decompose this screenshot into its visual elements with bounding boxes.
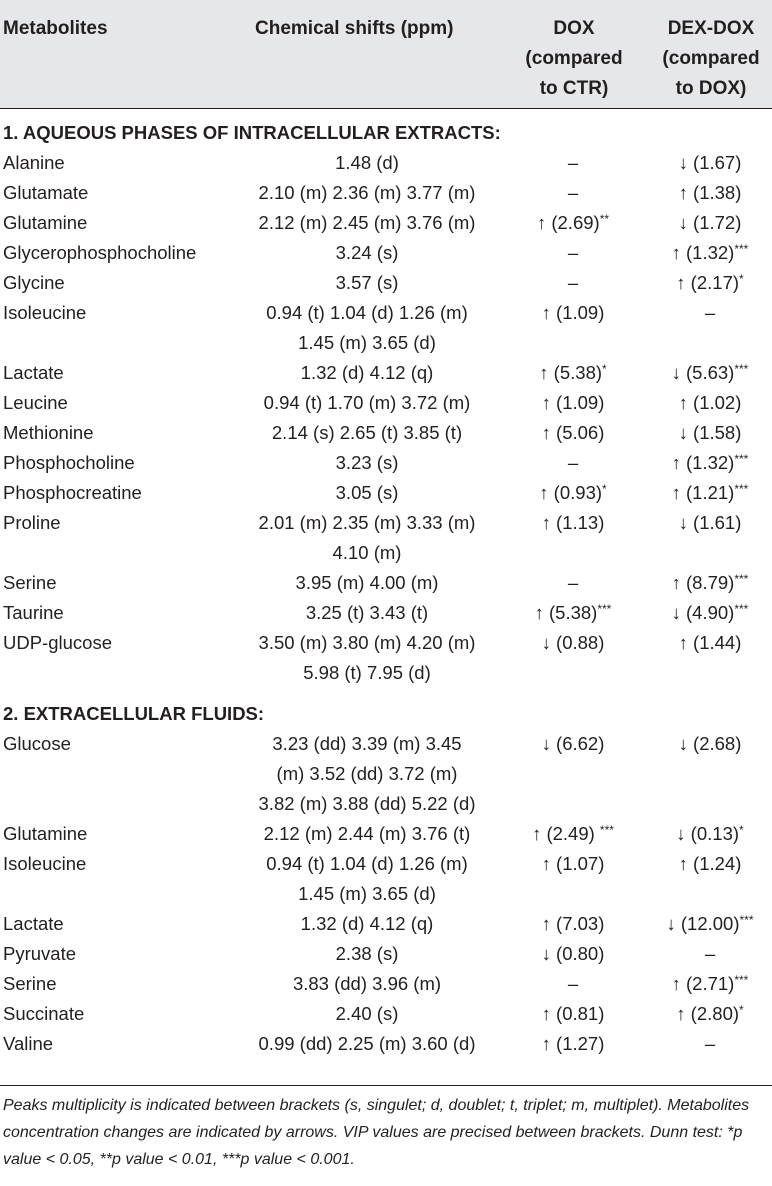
chemical-shift-line: 0.99 (dd) 2.25 (m) 3.60 (d) <box>258 1033 476 1054</box>
chemical-shifts <box>222 508 512 568</box>
metabolite-name: Pyruvate <box>3 943 77 964</box>
dox-change-value: – <box>567 452 579 473</box>
dex-dox-change-value: ↓ (1.67) <box>678 152 742 173</box>
chemical-shift-line: 1.32 (d) 4.12 (q) <box>300 362 434 383</box>
dex-dox-change <box>648 208 772 238</box>
chemical-shifts <box>222 418 512 448</box>
dex-dox-change-value: ↓ (4.90) <box>671 602 735 623</box>
significance-marker: * <box>739 1003 744 1017</box>
dox-change-value: ↑ (0.93) <box>539 482 603 503</box>
dox-change-value: – <box>567 272 579 293</box>
chemical-shifts <box>222 208 512 238</box>
section-title: 1. AQUEOUS PHASES OF INTRACELLULAR EXTRACTS: <box>3 122 501 143</box>
significance-marker: ** <box>599 212 610 226</box>
dex-dox-change <box>648 508 772 538</box>
significance-marker: *** <box>599 823 614 837</box>
dex-dox-change <box>648 969 772 999</box>
dox-change-value: ↓ (6.62) <box>541 733 605 754</box>
dex-dox-change-value: ↓ (2.68) <box>678 733 742 754</box>
significance-marker: *** <box>597 602 612 616</box>
dex-dox-change-value: ↓ (1.58) <box>678 422 742 443</box>
dex-dox-change-value: – <box>704 302 716 323</box>
header-dox <box>504 14 644 104</box>
dox-change <box>500 418 646 448</box>
dex-dox-change-value: ↑ (2.71) <box>671 973 735 994</box>
chemical-shift-line: 0.94 (t) 1.04 (d) 1.26 (m) <box>266 302 468 323</box>
chemical-shifts <box>222 909 512 939</box>
header-dox-line: DOX <box>553 18 595 39</box>
dox-change <box>500 729 646 759</box>
dex-dox-change-value: – <box>704 1033 716 1054</box>
dox-change <box>500 849 646 879</box>
header-dox-line: to CTR) <box>539 78 609 99</box>
significance-marker: * <box>602 482 607 496</box>
chemical-shift-line: 2.12 (m) 2.45 (m) 3.76 (m) <box>258 212 476 233</box>
chemical-shifts <box>222 628 512 688</box>
dex-dox-change-value: ↑ (1.02) <box>678 392 742 413</box>
chemical-shift-line: 2.14 (s) 2.65 (t) 3.85 (t) <box>271 422 463 443</box>
header-chemical-shifts: Chemical shifts (ppm) <box>255 18 454 39</box>
dox-change-value: – <box>567 182 579 203</box>
metabolite-name: Isoleucine <box>3 853 87 874</box>
dex-dox-change-value: ↑ (2.17) <box>676 272 740 293</box>
metabolite-name: Serine <box>3 973 57 994</box>
chemical-shifts <box>222 238 512 268</box>
metabolite-name: Succinate <box>3 1003 85 1024</box>
dox-change <box>500 909 646 939</box>
significance-marker: *** <box>734 362 749 376</box>
chemical-shift-line: 4.10 (m) <box>332 542 402 563</box>
chemical-shifts <box>222 849 512 909</box>
dox-change <box>500 598 646 628</box>
chemical-shift-line: 1.45 (m) 3.65 (d) <box>298 883 436 904</box>
metabolite-name: Lactate <box>3 913 64 934</box>
chemical-shifts <box>222 568 512 598</box>
dox-change-value: – <box>567 572 579 593</box>
bottom-rule <box>0 1085 772 1086</box>
dex-dox-change <box>648 478 772 508</box>
metabolite-name: Glycerophosphocholine <box>3 242 197 263</box>
metabolite-name: Phosphocholine <box>3 452 135 473</box>
chemical-shifts <box>222 999 512 1029</box>
significance-marker: *** <box>734 973 749 987</box>
metabolite-name: Methionine <box>3 422 94 443</box>
dex-dox-change-value: – <box>704 943 716 964</box>
metabolite-name: Valine <box>3 1033 54 1054</box>
metabolite-name: Glucose <box>3 733 71 754</box>
dox-change <box>500 568 646 598</box>
dox-change <box>500 628 646 658</box>
dex-dox-change-value: ↑ (8.79) <box>671 572 735 593</box>
chemical-shift-line: 2.10 (m) 2.36 (m) 3.77 (m) <box>258 182 476 203</box>
header-dex-dox-line: DEX-DOX <box>667 18 755 39</box>
significance-marker: * <box>739 272 744 286</box>
dox-change <box>500 508 646 538</box>
chemical-shift-line: 0.94 (t) 1.04 (d) 1.26 (m) <box>266 853 468 874</box>
chemical-shifts <box>222 448 512 478</box>
significance-marker: *** <box>734 242 749 256</box>
dex-dox-change-value: ↓ (5.63) <box>671 362 735 383</box>
metabolite-name: Leucine <box>3 392 68 413</box>
metabolite-name: Serine <box>3 572 57 593</box>
chemical-shift-line: 3.05 (s) <box>335 482 399 503</box>
dox-change-value: ↑ (7.03) <box>541 913 605 934</box>
dox-change-value: ↑ (0.81) <box>541 1003 605 1024</box>
dex-dox-change <box>648 909 772 939</box>
chemical-shift-line: (m) 3.52 (dd) 3.72 (m) <box>276 763 458 784</box>
dox-change <box>500 819 646 849</box>
dex-dox-change <box>648 598 772 628</box>
dox-change-value: – <box>567 152 579 173</box>
chemical-shifts <box>222 148 512 178</box>
dex-dox-change <box>648 148 772 178</box>
chemical-shift-line: 3.83 (dd) 3.96 (m) <box>292 973 442 994</box>
dox-change <box>500 208 646 238</box>
significance-marker: *** <box>734 572 749 586</box>
dex-dox-change <box>648 418 772 448</box>
dex-dox-change-value: ↓ (1.72) <box>678 212 742 233</box>
metabolite-name: Isoleucine <box>3 302 87 323</box>
significance-marker: *** <box>734 602 749 616</box>
metabolite-name: Glutamate <box>3 182 89 203</box>
dox-change <box>500 1029 646 1059</box>
metabolite-name: Alanine <box>3 152 65 173</box>
dox-change <box>500 358 646 388</box>
dex-dox-change-value: ↓ (12.00) <box>666 913 740 934</box>
chemical-shifts <box>222 178 512 208</box>
dox-change <box>500 298 646 328</box>
significance-marker: * <box>739 823 744 837</box>
header-metabolites: Metabolites <box>3 18 108 39</box>
dox-change-value: ↓ (0.88) <box>541 632 605 653</box>
dex-dox-change <box>648 178 772 208</box>
dox-change <box>500 148 646 178</box>
dox-change <box>500 178 646 208</box>
chemical-shifts <box>222 729 512 819</box>
significance-marker: * <box>602 362 607 376</box>
header-dex-dox <box>650 14 772 104</box>
dex-dox-change-value: ↑ (1.44) <box>678 632 742 653</box>
dox-change-value: – <box>567 242 579 263</box>
table-header <box>0 0 772 108</box>
dex-dox-change <box>648 238 772 268</box>
significance-marker: *** <box>734 482 749 496</box>
metabolite-name: Lactate <box>3 362 64 383</box>
metabolite-name: Glycine <box>3 272 65 293</box>
dex-dox-change <box>648 729 772 759</box>
dex-dox-change-value: ↓ (0.13) <box>676 823 740 844</box>
dox-change-value: ↑ (2.49) <box>532 823 600 844</box>
dox-change-value: ↑ (1.07) <box>541 853 605 874</box>
table-footnote: Peaks multiplicity is indicated between brackets (s, singulet; d, doublet; t, triplet; m, multiplet). Metabolites concentration changes are indicated by arrows. VIP values are precised between brackets. Dunn test: *p value < 0.05, **p value < 0.01, ***p value < 0.001. <box>3 1097 750 1168</box>
dox-change <box>500 448 646 478</box>
metabolite-name: Phosphocreatine <box>3 482 142 503</box>
chemical-shift-line: 3.23 (dd) 3.39 (m) 3.45 <box>272 733 462 754</box>
chemical-shifts <box>222 1029 512 1059</box>
dex-dox-change-value: ↑ (1.24) <box>678 853 742 874</box>
dex-dox-change <box>648 819 772 849</box>
dex-dox-change <box>648 358 772 388</box>
dox-change-value: ↑ (1.27) <box>541 1033 605 1054</box>
dox-change-value: ↑ (1.09) <box>541 302 605 323</box>
header-dex-dox-line: (compared <box>662 48 760 69</box>
metabolite-name: Proline <box>3 512 61 533</box>
dox-change-value: ↑ (5.38) <box>534 602 598 623</box>
dox-change <box>500 939 646 969</box>
chemical-shifts <box>222 358 512 388</box>
dex-dox-change <box>648 628 772 658</box>
dox-change-value: ↑ (2.69) <box>536 212 600 233</box>
dex-dox-change-value: ↑ (1.32) <box>671 452 735 473</box>
chemical-shifts <box>222 598 512 628</box>
dox-change <box>500 238 646 268</box>
chemical-shift-line: 3.95 (m) 4.00 (m) <box>295 572 439 593</box>
chemical-shift-line: 2.38 (s) <box>335 943 399 964</box>
header-dex-dox-line: to DOX) <box>675 78 747 99</box>
chemical-shift-line: 2.12 (m) 2.44 (m) 3.76 (t) <box>263 823 471 844</box>
section-title: 2. EXTRACELLULAR FLUIDS: <box>3 703 265 724</box>
chemical-shift-line: 3.25 (t) 3.43 (t) <box>305 602 429 623</box>
dox-change <box>500 478 646 508</box>
dex-dox-change <box>648 298 772 328</box>
dex-dox-change <box>648 999 772 1029</box>
chemical-shift-line: 3.23 (s) <box>335 452 399 473</box>
metabolite-name: Glutamine <box>3 212 88 233</box>
dex-dox-change <box>648 568 772 598</box>
metabolite-name: Glutamine <box>3 823 88 844</box>
header-rule <box>0 108 772 109</box>
dox-change-value: ↑ (1.13) <box>541 512 605 533</box>
significance-marker: *** <box>739 913 754 927</box>
chemical-shift-line: 5.98 (t) 7.95 (d) <box>303 662 431 683</box>
chemical-shifts <box>222 819 512 849</box>
dox-change <box>500 268 646 298</box>
chemical-shift-line: 3.24 (s) <box>335 242 399 263</box>
dox-change-value: – <box>567 973 579 994</box>
chemical-shift-line: 1.48 (d) <box>335 152 399 173</box>
dox-change-value: ↑ (5.06) <box>541 422 605 443</box>
significance-marker: *** <box>734 452 749 466</box>
dex-dox-change-value: ↑ (1.32) <box>671 242 735 263</box>
dex-dox-change-value: ↓ (1.61) <box>678 512 742 533</box>
dox-change <box>500 969 646 999</box>
chemical-shift-line: 2.40 (s) <box>335 1003 399 1024</box>
metabolite-name: Taurine <box>3 602 64 623</box>
chemical-shift-line: 2.01 (m) 2.35 (m) 3.33 (m) <box>258 512 476 533</box>
chemical-shifts <box>222 478 512 508</box>
chemical-shifts <box>222 939 512 969</box>
chemical-shift-line: 0.94 (t) 1.70 (m) 3.72 (m) <box>263 392 471 413</box>
chemical-shifts <box>222 388 512 418</box>
dex-dox-change-value: ↑ (1.21) <box>671 482 735 503</box>
dex-dox-change-value: ↑ (2.80) <box>676 1003 740 1024</box>
dex-dox-change <box>648 268 772 298</box>
dex-dox-change-value: ↑ (1.38) <box>678 182 742 203</box>
chemical-shift-line: 3.57 (s) <box>335 272 399 293</box>
chemical-shift-line: 3.82 (m) 3.88 (dd) 5.22 (d) <box>258 793 476 814</box>
dex-dox-change <box>648 939 772 969</box>
dex-dox-change <box>648 448 772 478</box>
dox-change <box>500 388 646 418</box>
chemical-shifts <box>222 298 512 358</box>
dox-change <box>500 999 646 1029</box>
chemical-shifts <box>222 969 512 999</box>
header-dox-line: (compared <box>525 48 623 69</box>
dex-dox-change <box>648 388 772 418</box>
chemical-shift-line: 1.32 (d) 4.12 (q) <box>300 913 434 934</box>
dex-dox-change <box>648 849 772 879</box>
dox-change-value: ↑ (5.38) <box>539 362 603 383</box>
metabolite-name: UDP-glucose <box>3 632 112 653</box>
chemical-shift-line: 1.45 (m) 3.65 (d) <box>298 332 436 353</box>
chemical-shift-line: 3.50 (m) 3.80 (m) 4.20 (m) <box>258 632 476 653</box>
dox-change-value: ↑ (1.09) <box>541 392 605 413</box>
dex-dox-change <box>648 1029 772 1059</box>
chemical-shifts <box>222 268 512 298</box>
dox-change-value: ↓ (0.80) <box>541 943 605 964</box>
